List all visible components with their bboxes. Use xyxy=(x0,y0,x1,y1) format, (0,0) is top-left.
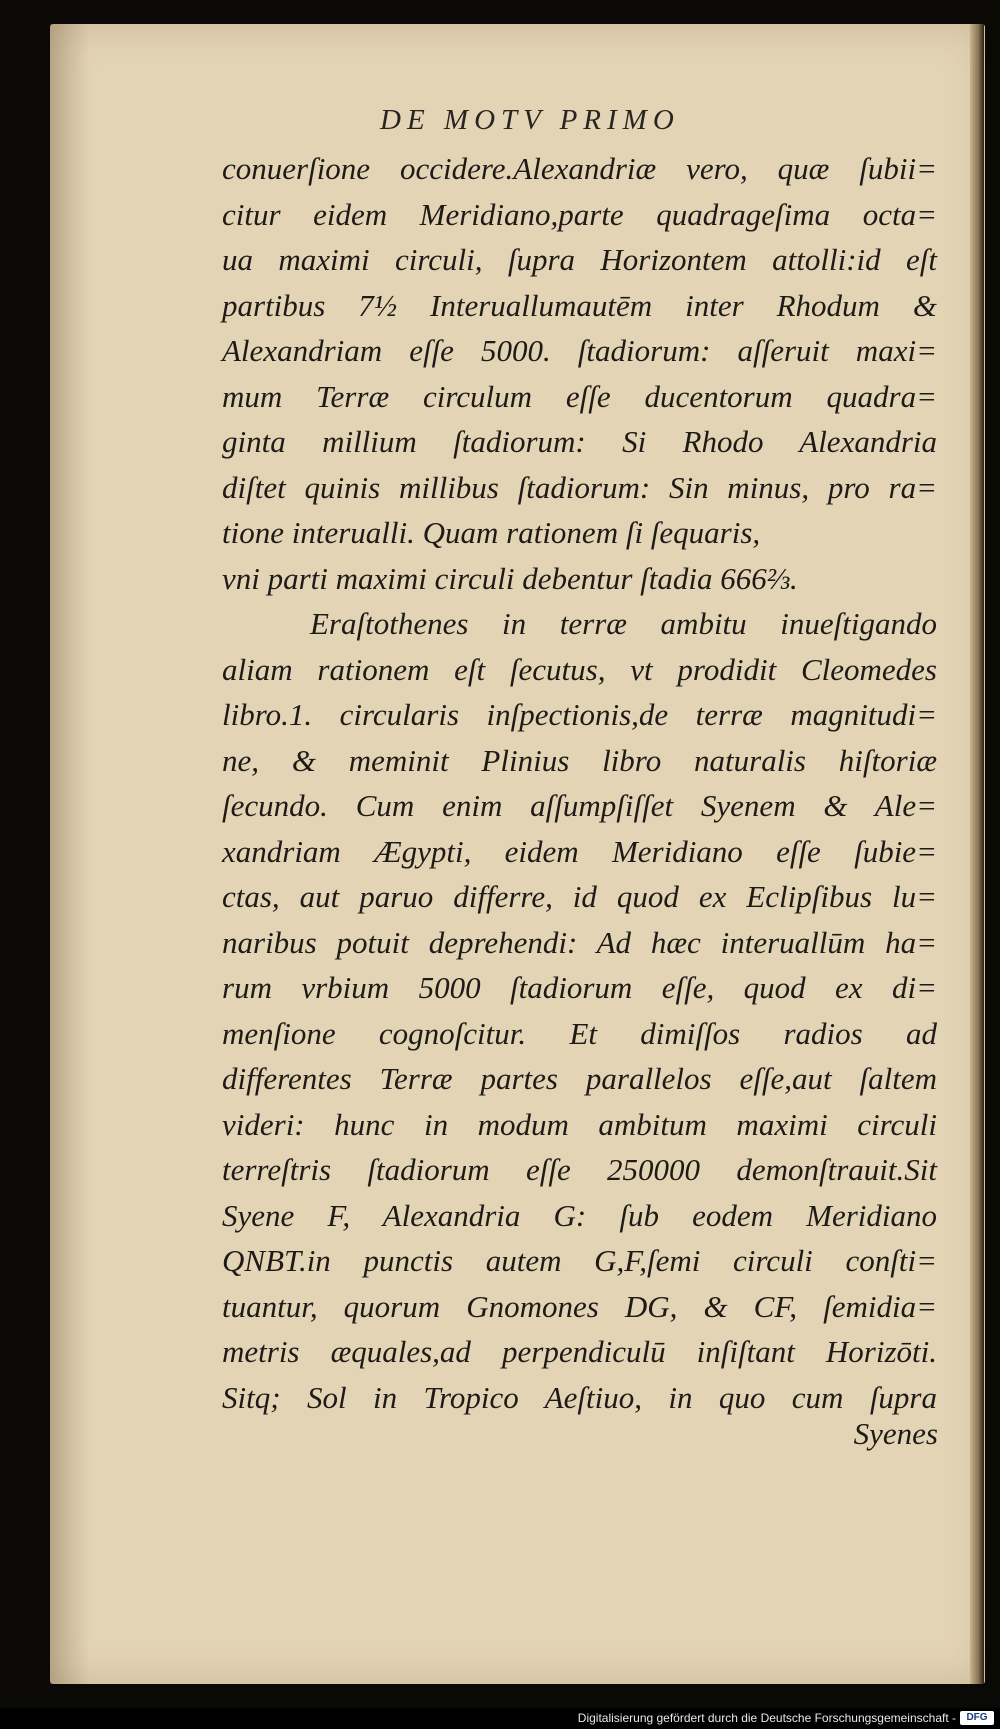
text-line: xandriam Ægypti, eidem Meridiano eſſe ſubie= xyxy=(222,833,937,869)
text-line: Eraſtothenes in terræ ambitu inueſtigando xyxy=(310,606,937,641)
text-line: tione interualli. Quam rationem ſi ſequaris, xyxy=(222,515,761,550)
text-line: ua maximi circuli, ſupra Horizontem attolli:id eſt xyxy=(222,242,937,277)
text-line: differentes Terræ partes parallelos eſſe,aut ſaltem xyxy=(222,1061,937,1096)
text-line: menſione cognoſcitur. Et dimiſſos radios ad xyxy=(222,1015,937,1051)
text-line: conuerſione occidere.Alexandriæ vero, quæ ſubii= xyxy=(222,151,937,186)
text-line: metris æquales,ad perpendiculū inſiſtant Horizōti. xyxy=(222,1334,937,1369)
text-line: naribus potuit deprehendi: Ad hæc interuallūm ha= xyxy=(222,924,937,960)
text-line: ctas, aut paruo differre, id quod ex Eclipſibus lu= xyxy=(222,879,937,914)
catchword: Syenes xyxy=(853,1416,938,1451)
text-line: libro.1. circularis inſpectionis,de terræ magnitudi= xyxy=(222,697,937,732)
text-line: ne, & meminit Plinius libro naturalis hiſtoriæ xyxy=(222,742,937,778)
digitization-credit: Digitalisierung gefördert durch die Deutsche Forschungsgemeinschaft - xyxy=(577,1711,956,1725)
dfg-logo: DFG xyxy=(960,1711,994,1725)
text-line: Sitq; Sol in Tropico Aeſtiuo, in quo cum ſupra xyxy=(222,1379,937,1415)
text-line: tuantur, quorum Gnomones DG, & CF, ſemidia= xyxy=(222,1288,937,1324)
text-line: terreſtris ſtadiorum eſſe 250000 demonſtrauit.Sit xyxy=(222,1152,937,1187)
text-line: videri: hunc in modum ambitum maximi circuli xyxy=(222,1106,937,1142)
text-line: ginta millium ſtadiorum: Si Rhodo Alexandria xyxy=(222,424,937,459)
body-text xyxy=(222,146,937,1420)
text-line: citur eidem Meridiano,parte quadrageſima octa= xyxy=(222,196,937,232)
running-head: DE MOTV PRIMO xyxy=(380,104,680,136)
text-line: ſecundo. Cum enim aſſumpſiſſet Syenem & Ale= xyxy=(222,788,937,823)
text-line: partibus 7½ Interuallumautēm inter Rhodum & xyxy=(222,287,937,323)
text-line: aliam rationem eſt ſecutus, vt prodidit Cleomedes xyxy=(222,651,937,687)
text-line: QNBT.in punctis autem G,F,ſemi circuli conſti= xyxy=(222,1243,937,1278)
text-line: vni parti maximi circuli debentur ſtadia 666⅔. xyxy=(222,560,798,596)
gutter-shadow xyxy=(50,24,90,1684)
text-line: mum Terræ circulum eſſe ducentorum quadra= xyxy=(222,378,937,414)
page-edge xyxy=(970,24,984,1684)
text-line: Syene F, Alexandria G: ſub eodem Meridiano xyxy=(222,1197,937,1233)
text-line: rum vrbium 5000 ſtadiorum eſſe, quod ex di= xyxy=(222,970,937,1005)
text-line: diſtet quinis millibus ſtadiorum: Sin minus, pro ra= xyxy=(222,469,937,505)
text-line: Alexandriam eſſe 5000. ſtadiorum: aſſeruit maxi= xyxy=(222,333,937,368)
